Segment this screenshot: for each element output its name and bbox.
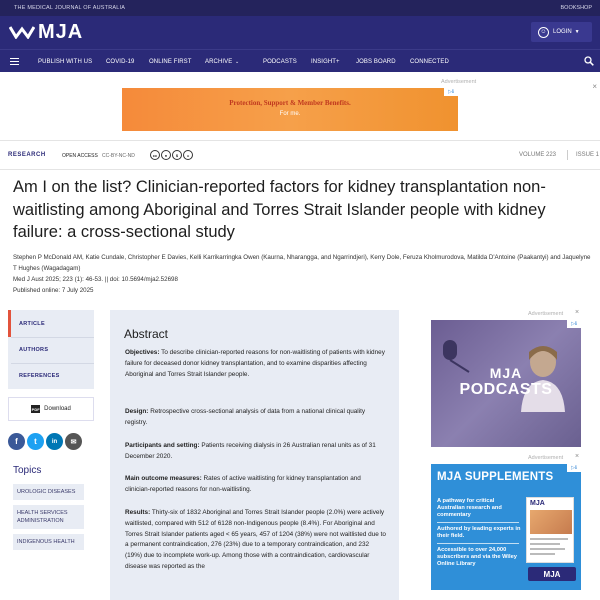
section-label: Main outcome measures:	[125, 475, 202, 482]
author-list[interactable]: Stephen P McDonald AM, Katie Cundale, Christopher E Davies, Kelli Karrikarringka Owen (Kaurna, Nharangga, and Ngarrindjeri), Kerry Dole, Feruza Kholmurodova, Matilda D'Antoine (Paakantyi) and Jaquelyne T Hughes (Wagadagam)	[13, 254, 591, 272]
ad-label: Advertisement	[528, 311, 564, 317]
article-side-nav	[8, 310, 94, 389]
journal-cover	[526, 497, 574, 563]
section-label: Participants and setting:	[125, 442, 200, 449]
section-text: To describe clinician-reported reasons for non-waitlisting of patients with kidney failure for deceased donor kidney transplantation, and to examine disparities affecting Aboriginal and Torres Strait Islander people.	[125, 349, 385, 378]
supplements-text: Authored by leading experts in their field.	[437, 526, 521, 539]
issue-label: ISSUE 1	[576, 152, 600, 158]
section-label[interactable]: RESEARCH	[8, 152, 46, 158]
article-title: Am I on the list? Clinician-reported factors for kidney transplantation non-waitlisting among Aboriginal and Torres Strait Islander people with kidney failure: a cross-sectional study	[13, 178, 546, 241]
abstract-design	[125, 407, 387, 429]
sidenav-references[interactable]: REFERENCES	[19, 373, 60, 379]
cc-icon: cc	[150, 150, 160, 160]
supplements-title: MJA SUPPLEMENTS	[437, 471, 554, 483]
topic-tag[interactable]: INDIGENOUS HEALTH	[13, 534, 84, 550]
section-label: Results:	[125, 509, 151, 516]
license-label: CC-BY-NC-ND	[102, 153, 135, 159]
sidenav-authors[interactable]: AUTHORS	[19, 347, 49, 353]
section-text: Thirty-six of 1832 Aboriginal and Torres Strait Islander people (2.0%) were actively waitlisted, compared with 512 of 6128 non-Indigenous people (8.4%). For Aboriginal and Torres Strait Islander patients aged < 65 years, 457 of 1204 (38%) were not waitlisted due to a permanent contraindication, 276 (23%) due to a temporary contraindication, and 232 (19%) due to incomplete work-up. Among those with a contraindication, cardiovascular disease was reported as the	[125, 509, 386, 570]
podcast-title-top: MJA	[489, 365, 523, 381]
section-label: Design:	[125, 408, 149, 415]
nc-icon: $	[172, 150, 182, 160]
divider	[437, 522, 519, 523]
ad-choices-icon[interactable]: ▷ℹ	[567, 464, 581, 472]
bookshop-link[interactable]: BOOKSHOP	[560, 5, 592, 11]
nav-covid-19[interactable]: COVID-19	[106, 59, 135, 65]
topic-tag[interactable]: UROLOGIC DISEASES	[13, 484, 84, 500]
ad-choices-icon[interactable]: ▷ℹ	[444, 88, 458, 96]
nav-jobs-board[interactable]: JOBS BOARD	[356, 59, 396, 65]
cover-image	[530, 510, 572, 534]
chevron-down-icon: ⌄	[235, 59, 240, 65]
divider	[11, 337, 94, 338]
logo-text: MJA	[38, 21, 84, 43]
share-buttons	[8, 433, 84, 450]
login-label: LOGIN	[553, 29, 572, 35]
facebook-icon[interactable]: f	[8, 433, 25, 450]
top-bar	[0, 0, 600, 16]
supplements-ad[interactable]	[431, 464, 581, 590]
topic-tag[interactable]: HEALTH SERVICES ADMINISTRATION	[13, 505, 84, 529]
active-indicator	[8, 310, 11, 337]
ad-label: Advertisement	[528, 455, 564, 461]
by-icon: ●	[161, 150, 171, 160]
login-button[interactable]	[531, 22, 592, 42]
nav-publish-with-us[interactable]: PUBLISH WITH US	[38, 59, 93, 65]
nav-archive[interactable]: ARCHIVE	[205, 59, 233, 65]
close-icon[interactable]: ×	[575, 453, 580, 460]
nav-insight-plus[interactable]: INSIGHT+	[311, 59, 340, 65]
cover-text-line	[530, 553, 555, 555]
section-text: Rates of active waitlisting for kidney transplantation and clinician-reported reasons for non-waitlisting.	[125, 475, 361, 493]
logo-chevron-icon	[9, 25, 35, 39]
close-icon[interactable]: ×	[592, 82, 597, 91]
open-access-label: OPEN ACCESS	[62, 153, 98, 159]
ad-subline: For me.	[279, 111, 301, 117]
abstract-participants	[125, 441, 387, 463]
section-text: Retrospective cross-sectional analysis of data from a national clinical quality registry.	[125, 408, 366, 426]
linkedin-icon[interactable]: in	[46, 433, 63, 450]
abstract-heading: Abstract	[124, 327, 169, 341]
top-banner-ad[interactable]	[122, 88, 458, 131]
divider	[11, 363, 94, 364]
download-pdf-button[interactable]	[8, 397, 94, 421]
email-icon[interactable]: ✉	[65, 433, 82, 450]
ad-headline: Protection, Support & Member Benefits.	[229, 99, 351, 107]
menu-icon[interactable]	[10, 58, 19, 65]
abstract-objectives	[125, 348, 387, 380]
chevron-down-icon: ▼	[574, 29, 580, 35]
cover-text-line	[530, 538, 568, 540]
published-date: Published online: 7 July 2025	[13, 287, 94, 294]
cover-text-line	[530, 548, 565, 550]
cc-license-icons[interactable]	[150, 150, 194, 160]
nd-icon: =	[183, 150, 193, 160]
abstract-panel	[110, 310, 399, 600]
mja-logo[interactable]	[9, 23, 83, 41]
nav-podcasts[interactable]: PODCASTS	[263, 59, 297, 65]
topics-heading: Topics	[13, 465, 42, 476]
volume-label: VOLUME 223	[519, 152, 557, 158]
close-icon[interactable]: ×	[575, 309, 580, 316]
mja-badge: MJA	[528, 567, 576, 581]
divider	[437, 543, 519, 544]
cover-logo: MJA	[530, 500, 545, 507]
site-header	[0, 16, 600, 49]
supplements-text: Accessible to over 24,000 subscribers and via the Wiley Online Library	[437, 547, 517, 567]
cover-text-line	[530, 543, 560, 545]
main-nav	[0, 49, 600, 72]
abstract-results	[125, 508, 387, 573]
citation: Med J Aust 2025; 223 (1): 46-53. || doi: 10.5694/mja2.52698	[13, 276, 178, 283]
user-icon: ☺	[538, 27, 549, 38]
ad-label: Advertisement	[441, 79, 477, 85]
nav-online-first[interactable]: ONLINE FIRST	[149, 59, 192, 65]
download-label: Download	[44, 406, 71, 412]
supplements-text: A pathway for critical Australian research and commentary	[437, 498, 502, 518]
section-text: Patients receiving dialysis in 26 Australian renal units as of 31 December 2020.	[125, 442, 376, 460]
sidenav-article[interactable]: ARTICLE	[19, 321, 45, 327]
podcasts-ad[interactable]	[431, 320, 581, 447]
ad-choices-icon[interactable]: ▷ℹ	[567, 320, 581, 328]
podcast-title: PODCASTS	[459, 381, 553, 398]
nav-connected[interactable]: CONNECTED	[410, 59, 449, 65]
journal-name: THE MEDICAL JOURNAL OF AUSTRALIA	[14, 5, 126, 11]
article-meta-bar	[0, 140, 600, 170]
pdf-icon: PDF	[31, 406, 40, 412]
search-icon[interactable]	[584, 56, 594, 66]
twitter-icon[interactable]: t	[27, 433, 44, 450]
section-label: Objectives:	[125, 349, 160, 356]
divider	[567, 150, 568, 160]
abstract-outcomes	[125, 474, 387, 496]
